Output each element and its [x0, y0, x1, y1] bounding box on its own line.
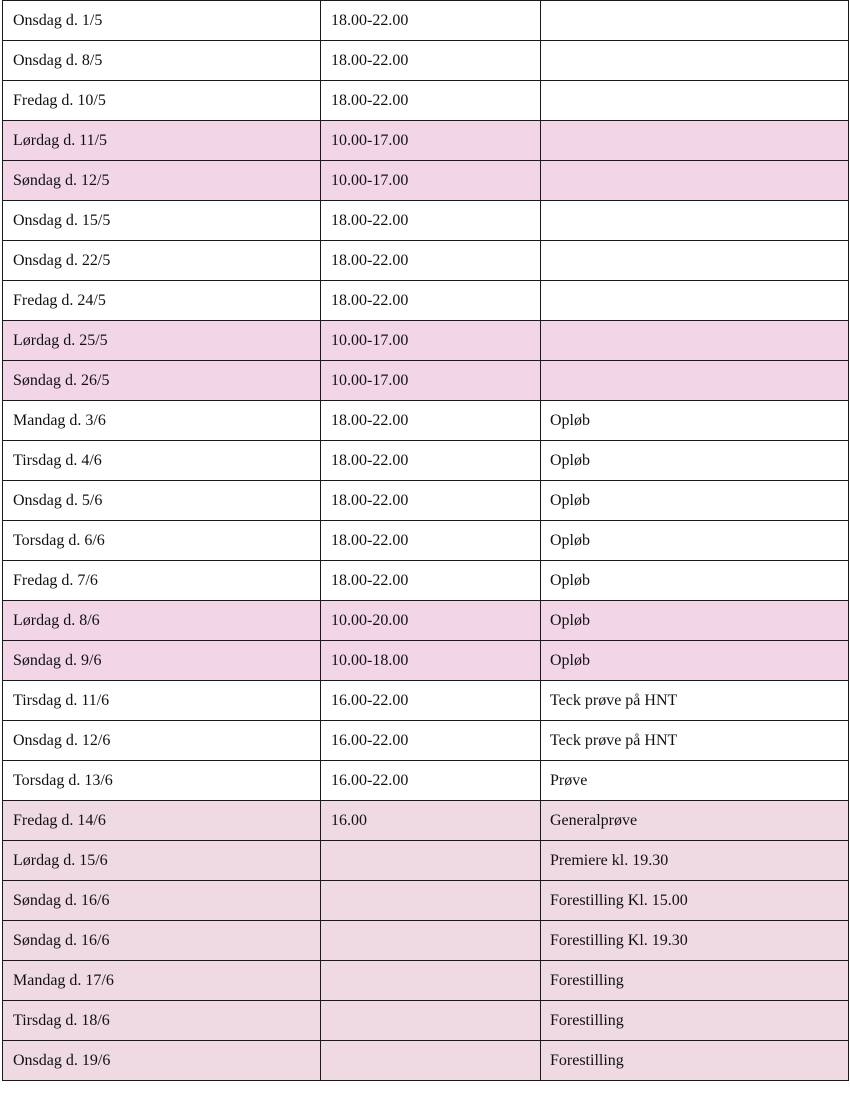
day-cell: Lørdag d. 15/6 — [3, 841, 321, 881]
schedule-row — [3, 601, 849, 641]
note-cell: Generalprøve — [541, 801, 849, 841]
time-cell: 18.00-22.00 — [321, 81, 541, 121]
note-cell: Forestilling — [541, 1001, 849, 1041]
note-cell: Teck prøve på HNT — [541, 721, 849, 761]
day-cell: Onsdag d. 19/6 — [3, 1041, 321, 1081]
time-cell: 10.00-18.00 — [321, 641, 541, 681]
time-cell: 18.00-22.00 — [321, 41, 541, 81]
day-cell: Fredag d. 10/5 — [3, 81, 321, 121]
time-cell — [321, 1041, 541, 1081]
schedule-row — [3, 561, 849, 601]
note-cell — [541, 361, 849, 401]
note-cell: Forestilling — [541, 961, 849, 1001]
day-cell: Fredag d. 24/5 — [3, 281, 321, 321]
note-cell — [541, 81, 849, 121]
note-cell: Opløb — [541, 641, 849, 681]
schedule-row — [3, 201, 849, 241]
day-cell: Lørdag d. 11/5 — [3, 121, 321, 161]
time-cell: 18.00-22.00 — [321, 561, 541, 601]
day-cell: Tirsdag d. 18/6 — [3, 1001, 321, 1041]
schedule-row — [3, 81, 849, 121]
day-cell: Tirsdag d. 4/6 — [3, 441, 321, 481]
time-cell: 16.00-22.00 — [321, 681, 541, 721]
note-cell — [541, 321, 849, 361]
schedule-row — [3, 961, 849, 1001]
schedule-row — [3, 481, 849, 521]
note-cell — [541, 1, 849, 41]
time-cell — [321, 921, 541, 961]
time-cell — [321, 841, 541, 881]
day-cell: Tirsdag d. 11/6 — [3, 681, 321, 721]
time-cell: 10.00-17.00 — [321, 161, 541, 201]
day-cell: Søndag d. 9/6 — [3, 641, 321, 681]
schedule-row — [3, 161, 849, 201]
time-cell: 18.00-22.00 — [321, 281, 541, 321]
time-cell: 10.00-20.00 — [321, 601, 541, 641]
day-cell: Søndag d. 16/6 — [3, 881, 321, 921]
time-cell — [321, 1001, 541, 1041]
note-cell: Opløb — [541, 441, 849, 481]
schedule-row — [3, 761, 849, 801]
schedule-row — [3, 641, 849, 681]
day-cell: Lørdag d. 25/5 — [3, 321, 321, 361]
note-cell — [541, 281, 849, 321]
time-cell: 18.00-22.00 — [321, 481, 541, 521]
day-cell: Fredag d. 14/6 — [3, 801, 321, 841]
schedule-row — [3, 801, 849, 841]
note-cell: Prøve — [541, 761, 849, 801]
schedule-row — [3, 681, 849, 721]
day-cell: Søndag d. 16/6 — [3, 921, 321, 961]
note-cell: Teck prøve på HNT — [541, 681, 849, 721]
time-cell — [321, 961, 541, 1001]
schedule-row — [3, 1, 849, 41]
schedule-row — [3, 881, 849, 921]
note-cell — [541, 161, 849, 201]
note-cell: Opløb — [541, 481, 849, 521]
schedule-row — [3, 921, 849, 961]
day-cell: Onsdag d. 12/6 — [3, 721, 321, 761]
note-cell — [541, 201, 849, 241]
rehearsal-schedule-table — [2, 0, 849, 1081]
day-cell: Onsdag d. 1/5 — [3, 1, 321, 41]
schedule-row — [3, 121, 849, 161]
note-cell: Forestilling — [541, 1041, 849, 1081]
schedule-row — [3, 281, 849, 321]
schedule-row — [3, 521, 849, 561]
day-cell: Torsdag d. 6/6 — [3, 521, 321, 561]
day-cell: Søndag d. 26/5 — [3, 361, 321, 401]
day-cell: Torsdag d. 13/6 — [3, 761, 321, 801]
time-cell: 18.00-22.00 — [321, 441, 541, 481]
day-cell: Onsdag d. 8/5 — [3, 41, 321, 81]
day-cell: Lørdag d. 8/6 — [3, 601, 321, 641]
schedule-row — [3, 321, 849, 361]
time-cell — [321, 881, 541, 921]
time-cell: 18.00-22.00 — [321, 521, 541, 561]
schedule-row — [3, 1001, 849, 1041]
schedule-row — [3, 1041, 849, 1081]
note-cell — [541, 241, 849, 281]
time-cell: 18.00-22.00 — [321, 201, 541, 241]
time-cell: 18.00-22.00 — [321, 401, 541, 441]
time-cell: 18.00-22.00 — [321, 1, 541, 41]
time-cell: 16.00-22.00 — [321, 761, 541, 801]
note-cell — [541, 41, 849, 81]
day-cell: Fredag d. 7/6 — [3, 561, 321, 601]
day-cell: Onsdag d. 15/5 — [3, 201, 321, 241]
note-cell: Forestilling Kl. 19.30 — [541, 921, 849, 961]
time-cell: 16.00-22.00 — [321, 721, 541, 761]
schedule-row — [3, 441, 849, 481]
time-cell: 16.00 — [321, 801, 541, 841]
day-cell: Søndag d. 12/5 — [3, 161, 321, 201]
schedule-row — [3, 401, 849, 441]
time-cell: 10.00-17.00 — [321, 321, 541, 361]
note-cell: Opløb — [541, 601, 849, 641]
note-cell: Premiere kl. 19.30 — [541, 841, 849, 881]
schedule-row — [3, 841, 849, 881]
note-cell: Opløb — [541, 401, 849, 441]
time-cell: 10.00-17.00 — [321, 121, 541, 161]
day-cell: Mandag d. 17/6 — [3, 961, 321, 1001]
note-cell: Opløb — [541, 561, 849, 601]
schedule-body — [3, 1, 849, 1081]
time-cell: 18.00-22.00 — [321, 241, 541, 281]
note-cell: Opløb — [541, 521, 849, 561]
day-cell: Onsdag d. 5/6 — [3, 481, 321, 521]
schedule-row — [3, 361, 849, 401]
day-cell: Onsdag d. 22/5 — [3, 241, 321, 281]
schedule-row — [3, 721, 849, 761]
time-cell: 10.00-17.00 — [321, 361, 541, 401]
note-cell: Forestilling Kl. 15.00 — [541, 881, 849, 921]
schedule-row — [3, 41, 849, 81]
schedule-row — [3, 241, 849, 281]
note-cell — [541, 121, 849, 161]
day-cell: Mandag d. 3/6 — [3, 401, 321, 441]
